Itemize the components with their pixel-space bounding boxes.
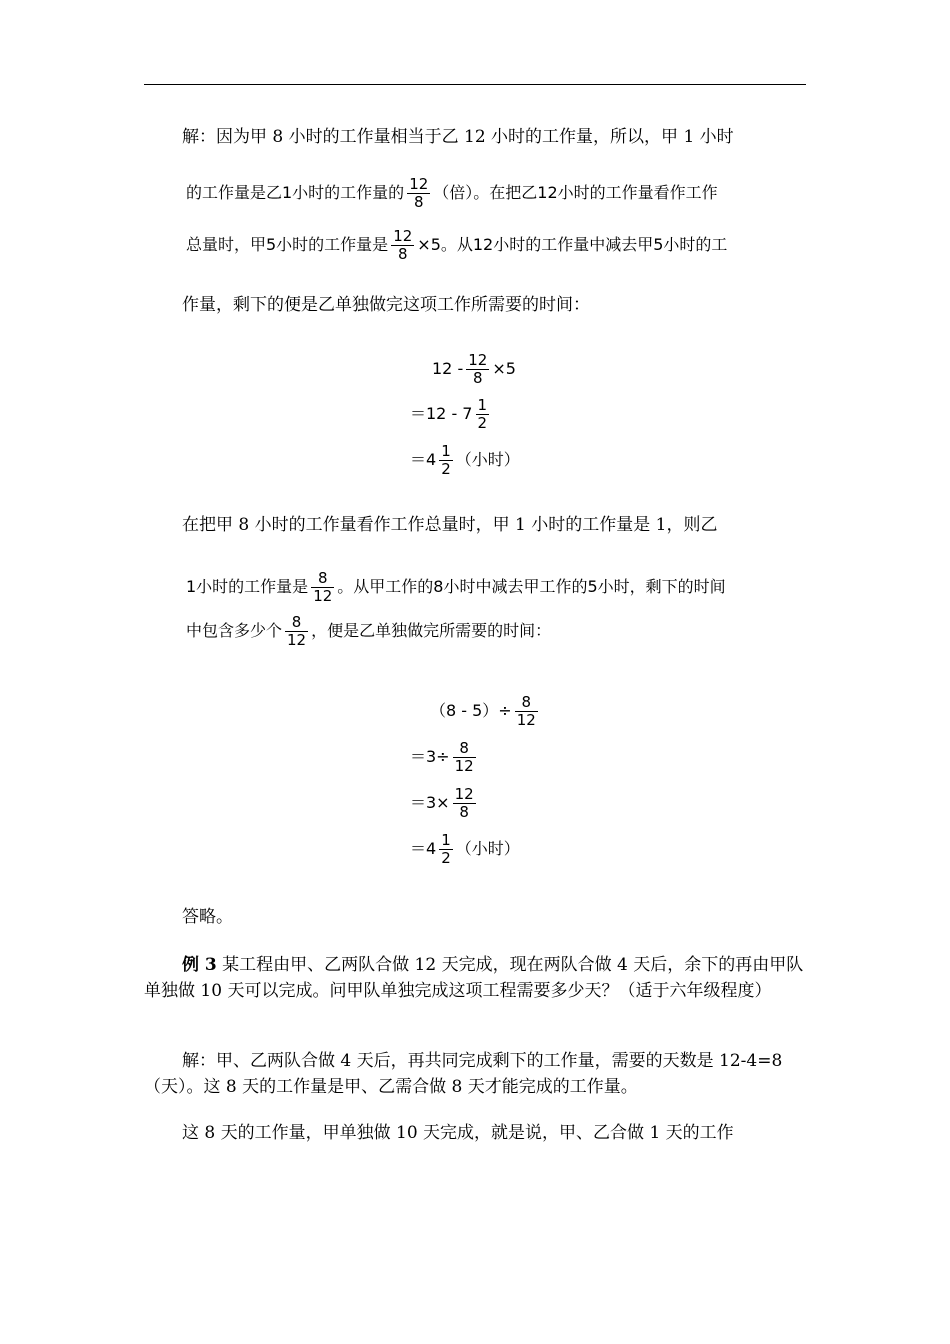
calc1-row1-b: ×5 xyxy=(492,359,516,378)
calc1-row3-a: ＝4 xyxy=(410,450,437,469)
calc1-row2 xyxy=(410,397,492,432)
p1-line3-text-a: 总量时，甲5小时的工作量是 xyxy=(186,235,389,254)
fraction-denominator: 12 xyxy=(287,631,307,649)
header-rule xyxy=(144,84,806,85)
fraction-denominator: 8 xyxy=(472,369,483,387)
p2-line3 xyxy=(186,614,551,649)
fraction-denominator: 12 xyxy=(454,757,474,775)
fraction-8-12 xyxy=(285,614,308,649)
calc1-row3-b: （小时） xyxy=(455,450,520,469)
fraction-1-2 xyxy=(439,832,453,867)
fraction-12-8 xyxy=(407,176,430,211)
fraction-denominator: 2 xyxy=(477,414,488,432)
fraction-12-8 xyxy=(391,228,414,263)
p1-line3-text-b: ×5。从12小时的工作量中减去甲5小时的工 xyxy=(417,235,728,254)
fraction-denominator: 8 xyxy=(413,193,424,211)
calc2-row2-a: ＝3÷ xyxy=(410,747,450,766)
fraction-12-8 xyxy=(453,786,476,821)
fraction-numerator: 8 xyxy=(285,614,308,632)
example-3-text: 某工程由甲、乙两队合做 12 天完成，现在两队合做 4 天后，余下的再由甲队单独做 10 天可以完成。问甲队单独完成这项工程需要多少天？（适于六年级程度） xyxy=(144,955,804,1001)
fraction-numerator: 1 xyxy=(441,831,451,849)
calc2-row3-a: ＝3× xyxy=(410,793,450,812)
example-3-label: 例 3 xyxy=(182,955,217,975)
fraction-numerator: 12 xyxy=(468,351,488,369)
p1-line4: 作量，剩下的便是乙单独做完这项工作所需要的时间： xyxy=(182,295,590,315)
calc2-row4-a: ＝4 xyxy=(410,839,437,858)
fraction-numerator: 12 xyxy=(409,175,429,193)
p2-line2-text-a: 1小时的工作量是 xyxy=(186,577,309,596)
calc2-row1 xyxy=(430,694,541,729)
fraction-1-2 xyxy=(439,443,453,478)
fraction-denominator: 2 xyxy=(441,460,451,478)
calc2-row4 xyxy=(410,832,520,867)
p1-line1: 解：因为甲 8 小时的工作量相当于乙 12 小时的工作量，所以，甲 1 小时 xyxy=(182,127,734,147)
fraction-numerator: 12 xyxy=(393,227,413,245)
fraction-12-8 xyxy=(466,352,489,387)
fraction-numerator: 1 xyxy=(477,396,488,414)
p2-line3-text-b: ，便是乙单独做完所需要的时间： xyxy=(311,621,552,640)
p1-line2-text-b: （倍）。在把乙12小时的工作量看作工作 xyxy=(433,183,718,202)
fraction-1-2 xyxy=(476,397,490,432)
fraction-8-12 xyxy=(311,570,334,605)
calc1-row3 xyxy=(410,443,520,478)
p2-line2 xyxy=(186,570,726,605)
answer-text: 答略。 xyxy=(182,907,233,927)
p1-line2-text-a: 的工作量是乙1小时的工作量的 xyxy=(186,183,405,202)
p2-line1: 在把甲 8 小时的工作量看作工作总量时，甲 1 小时的工作量是 1，则乙 xyxy=(182,515,718,535)
fraction-numerator: 8 xyxy=(453,740,476,758)
fraction-numerator: 1 xyxy=(441,442,451,460)
fraction-denominator: 8 xyxy=(397,245,408,263)
final-line: 这 8 天的工作量，甲单独做 10 天完成，就是说，甲、乙合做 1 天的工作 xyxy=(182,1123,734,1143)
calc1-row1-a: 12 - xyxy=(432,359,464,378)
p1-line2 xyxy=(186,176,718,211)
p1-line3 xyxy=(186,228,727,263)
fraction-denominator: 12 xyxy=(516,711,536,729)
fraction-8-12 xyxy=(515,694,538,729)
fraction-numerator: 12 xyxy=(454,785,474,803)
solution-3: 解：甲、乙两队合做 4 天后，再共同完成剩下的工作量，需要的天数是 12-4=8（天）。这 8 天的工作量是甲、乙需合做 8 天才能完成的工作量。 xyxy=(144,1051,783,1097)
calc2-row3 xyxy=(410,786,479,821)
example-3 xyxy=(144,952,808,1004)
calc1-row2-a: ＝12 - 7 xyxy=(410,404,473,423)
calc2-row1-a: （8 - 5）÷ xyxy=(430,701,512,720)
p2-line2-text-b: 。从甲工作的8小时中减去甲工作的5小时，剩下的时间 xyxy=(337,577,726,596)
fraction-8-12 xyxy=(453,740,476,775)
fraction-denominator: 12 xyxy=(313,587,333,605)
fraction-denominator: 8 xyxy=(459,803,469,821)
fraction-numerator: 8 xyxy=(311,570,334,588)
calc1-row1 xyxy=(432,352,516,387)
calc2-row4-b: （小时） xyxy=(455,839,520,858)
calc2-row2 xyxy=(410,740,479,775)
fraction-numerator: 8 xyxy=(515,694,538,712)
fraction-denominator: 2 xyxy=(441,849,451,867)
p2-line3-text-a: 中包含多少个 xyxy=(186,621,283,640)
